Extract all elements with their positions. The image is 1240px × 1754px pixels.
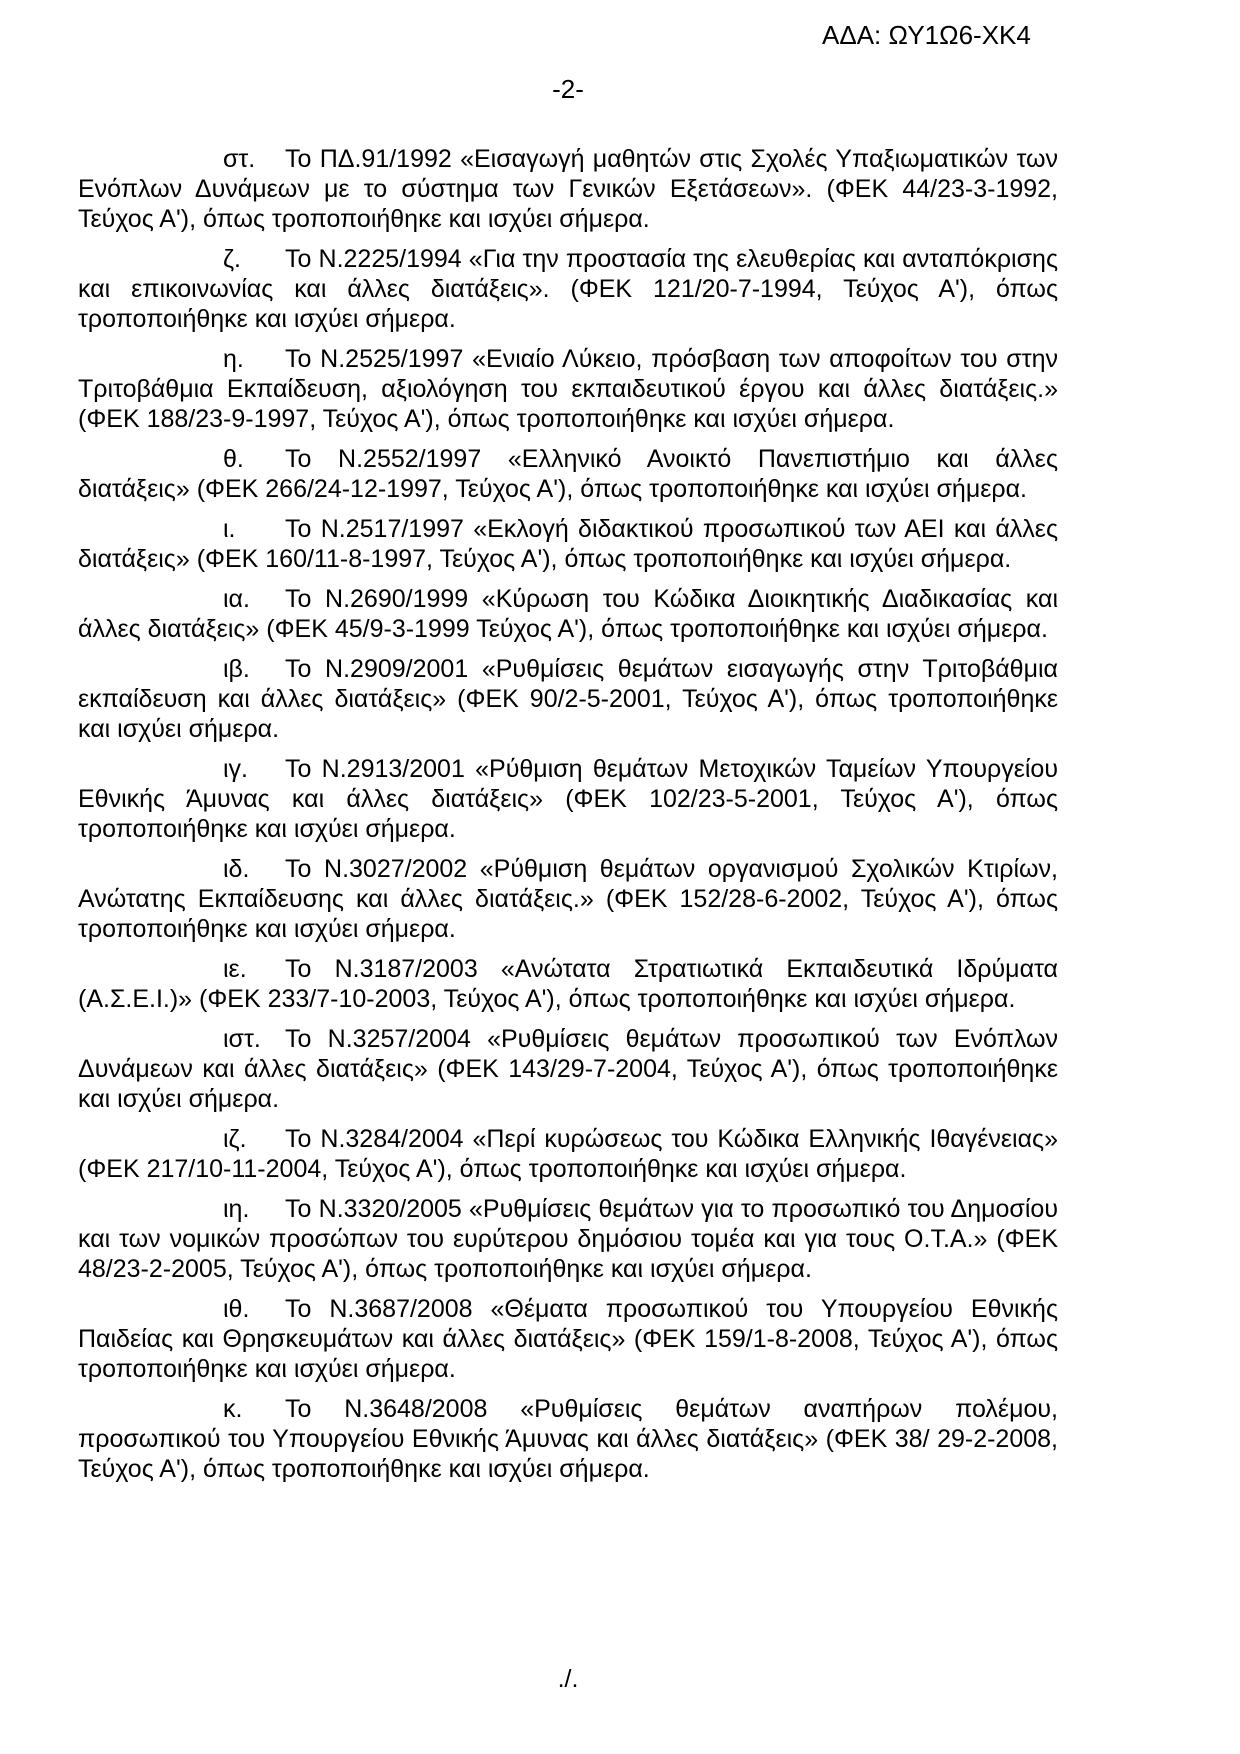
legal-reference-paragraph — [78, 1024, 1058, 1114]
legal-reference-paragraph — [78, 1294, 1058, 1384]
paragraph-index-label: ιθ. — [223, 1295, 250, 1323]
paragraph-index-label: στ. — [223, 145, 256, 173]
legal-reference-paragraph — [78, 854, 1058, 944]
legal-reference-paragraph — [78, 954, 1058, 1014]
paragraph-text: Το Ν.2909/2001 «Ρυθμίσεις θεμάτων εισαγωγής στην Τριτοβάθμια εκπαίδευση και άλλες διατάξεις» (ΦΕΚ 90/2-5-2001, Τεύχος Α'), όπως τροποποιήθηκε και ισχύει σήμερα. — [78, 655, 1058, 743]
paragraph-index-label: ιστ. — [223, 1025, 261, 1053]
page-number: -2- — [552, 74, 584, 104]
paragraph-text: Το Ν.2913/2001 «Ρύθμιση θεμάτων Μετοχικών Ταμείων Υπουργείου Εθνικής Άμυνας και άλλες διατάξεις» (ΦΕΚ 102/23-5-2001, Τεύχος Α'), όπως τροποποιήθηκε και ισχύει σήμερα. — [78, 755, 1058, 843]
legal-reference-paragraph — [78, 654, 1058, 744]
legal-reference-paragraph — [78, 444, 1058, 504]
paragraph-text: Το Ν.2525/1997 «Ενιαίο Λύκειο, πρόσβαση των αποφοίτων του στην Τριτοβάθμια Εκπαίδευση, αξιολόγηση του εκπαιδευτικού έργου και άλλες διατάξεις.» (ΦΕΚ 188/23-9-1997, Τεύχος Α'), όπως τροποποιήθηκε και ισχύει σήμερα. — [78, 345, 1058, 433]
continuation-mark: ./. — [557, 1665, 579, 1693]
paragraph-text: Το Ν.3187/2003 «Ανώτατα Στρατιωτικά Εκπαιδευτικά Ιδρύματα (Α.Σ.Ε.Ι.)» (ΦΕΚ 233/7-10-2003, Τεύχος Α'), όπως τροποποιήθηκε και ισχύει σήμερα. — [78, 955, 1058, 1013]
legal-reference-paragraph — [78, 344, 1058, 434]
paragraph-text: Το Ν.3648/2008 «Ρυθμίσεις θεμάτων αναπήρων πολέμου, προσωπικού του Υπουργείου Εθνικής Άμυνας και άλλες διατάξεις» (ΦΕΚ 38/ 29-2-2008, Τεύχος Α'), όπως τροποποιήθηκε και ισχύει σήμερα. — [78, 1395, 1058, 1483]
legal-reference-paragraph — [78, 1394, 1058, 1484]
paragraph-index-label: θ. — [223, 445, 244, 473]
legal-reference-paragraph — [78, 144, 1058, 234]
paragraph-text: Το ΠΔ.91/1992 «Εισαγωγή μαθητών στις Σχολές Υπαξιωματικών των Ενόπλων Δυνάμεων με το σύστημα των Γενικών Εξετάσεων». (ΦΕΚ 44/23-3-1992, Τεύχος Α'), όπως τροποποιήθηκε και ισχύει σήμερα. — [78, 145, 1058, 233]
paragraph-text: Το Ν.3257/2004 «Ρυθμίσεις θεμάτων προσωπικού των Ενόπλων Δυνάμεων και άλλες διατάξεις» (ΦΕΚ 143/29-7-2004, Τεύχος Α'), όπως τροποποιήθηκε και ισχύει σήμερα. — [78, 1025, 1058, 1113]
paragraph-text: Το Ν.3687/2008 «Θέματα προσωπικού του Υπουργείου Εθνικής Παιδείας και Θρησκευμάτων και άλλες διατάξεις» (ΦΕΚ 159/1-8-2008, Τεύχος Α'), όπως τροποποιήθηκε και ισχύει σήμερα. — [78, 1295, 1058, 1383]
legal-reference-paragraph — [78, 584, 1058, 644]
paragraph-index-label: ιε. — [223, 955, 247, 983]
paragraph-text: Το Ν.3027/2002 «Ρύθμιση θεμάτων οργανισμού Σχολικών Κτιρίων, Ανώτατης Εκπαίδευσης και άλλες διατάξεις.» (ΦΕΚ 152/28-6-2002, Τεύχος Α'), όπως τροποποιήθηκε και ισχύει σήμερα. — [78, 855, 1058, 943]
paragraph-index-label: η. — [223, 345, 244, 373]
legal-reference-paragraph — [78, 514, 1058, 574]
paragraph-index-label: κ. — [223, 1395, 243, 1423]
paragraph-index-label: ι. — [223, 515, 236, 543]
paragraph-text: Το Ν.2517/1997 «Εκλογή διδακτικού προσωπικού των ΑΕΙ και άλλες διατάξεις» (ΦΕΚ 160/11-8-1997, Τεύχος Α'), όπως τροποποιήθηκε και ισχύει σήμερα. — [78, 515, 1058, 573]
paragraph-index-label: ιβ. — [223, 655, 250, 683]
paragraph-text: Το Ν.2690/1999 «Κύρωση του Κώδικα Διοικητικής Διαδικασίας και άλλες διατάξεις» (ΦΕΚ 45/9-3-1999 Τεύχος Α'), όπως τροποποιήθηκε και ισχύει σήμερα. — [78, 585, 1058, 643]
paragraph-index-label: ιη. — [223, 1195, 250, 1223]
paragraph-text: Το Ν.3320/2005 «Ρυθμίσεις θεμάτων για το προσωπικό του Δημοσίου και των νομικών προσώπων του ευρύτερου δημόσιου τομέα και για τους Ο.Τ.Α.» (ΦΕΚ 48/23-2-2005, Τεύχος Α'), όπως τροποποιήθηκε και ισχύει σήμερα. — [78, 1195, 1058, 1283]
paragraph-index-label: ζ. — [223, 245, 241, 273]
legal-reference-paragraph — [78, 754, 1058, 844]
ada-code: ΑΔΑ: ΩΥ1Ω6-ΧΚ4 — [822, 20, 1031, 50]
paragraph-text: Το Ν.2552/1997 «Ελληνικό Ανοικτό Πανεπιστήμιο και άλλες διατάξεις» (ΦΕΚ 266/24-12-1997, Τεύχος Α'), όπως τροποποιήθηκε και ισχύει σήμερα. — [78, 445, 1058, 503]
paragraph-index-label: ιζ. — [223, 1125, 247, 1153]
legal-reference-paragraph — [78, 1124, 1058, 1184]
paragraph-index-label: ιγ. — [223, 755, 248, 783]
paragraph-text: Το Ν.3284/2004 «Περί κυρώσεως του Κώδικα Ελληνικής Ιθαγένειας» (ΦΕΚ 217/10-11-2004, Τεύχος Α'), όπως τροποποιήθηκε και ισχύει σήμερα. — [78, 1125, 1058, 1183]
legal-reference-paragraph — [78, 1194, 1058, 1284]
paragraph-text: Το Ν.2225/1994 «Για την προστασία της ελευθερίας και ανταπόκρισης και επικοινωνίας και άλλες διατάξεις». (ΦΕΚ 121/20-7-1994, Τεύχος Α'), όπως τροποποιήθηκε και ισχύει σήμερα. — [78, 245, 1058, 333]
paragraph-index-label: ια. — [223, 585, 250, 613]
document-body — [78, 144, 1058, 1494]
paragraph-index-label: ιδ. — [223, 855, 250, 883]
legal-reference-paragraph — [78, 244, 1058, 334]
